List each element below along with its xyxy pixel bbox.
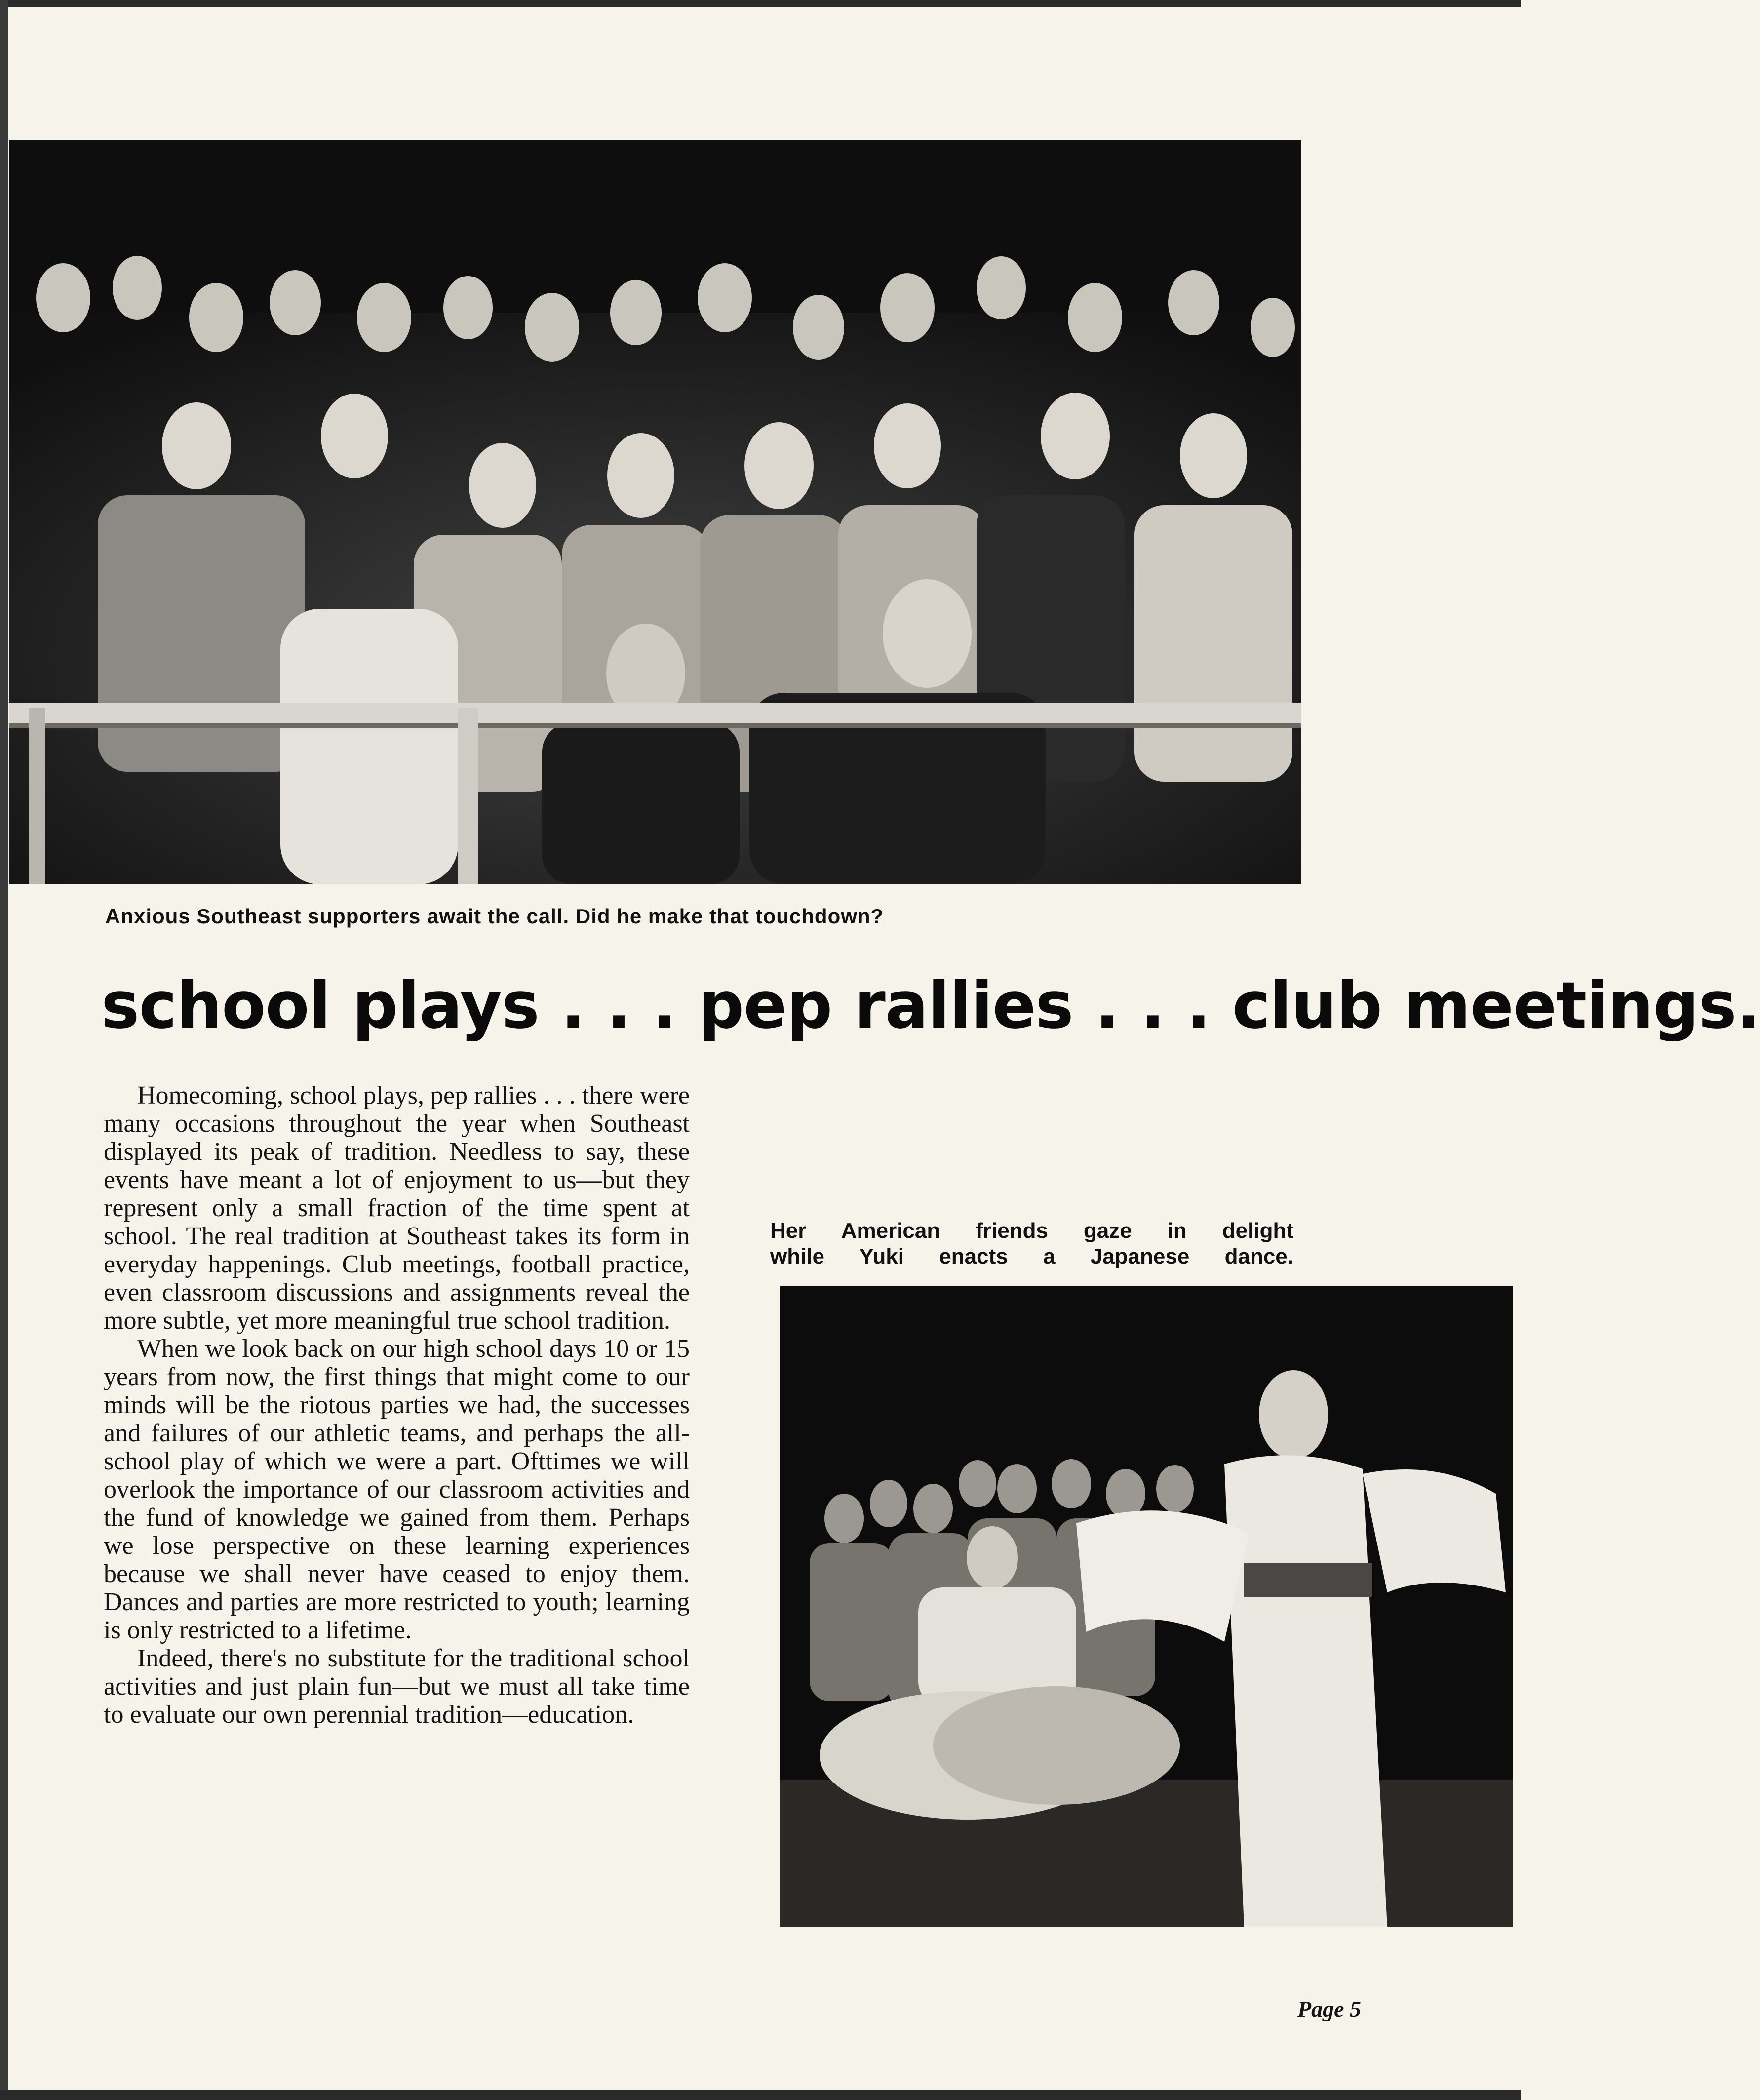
dance-photo-caption — [770, 1218, 1293, 1269]
top-border — [0, 0, 1521, 7]
dance-caption-line-2: while Yuki enacts a Japanese dance. — [770, 1244, 1293, 1268]
crowd-photo — [9, 140, 1301, 884]
article-body — [104, 1081, 690, 1729]
binding-edge — [0, 0, 8, 2100]
dance-photo — [780, 1286, 1513, 1927]
crowd-photo-caption: Anxious Southeast supporters await the call. Did he make that touchdown? — [105, 905, 884, 928]
section-headline: school plays . . . pep rallies . . . club meetings. — [101, 968, 1760, 1043]
crowd-photo-image — [9, 140, 1301, 884]
bottom-border — [0, 2090, 1521, 2100]
page-number: Page 5 — [1297, 1996, 1362, 2021]
article-paragraph-3: Indeed, there's no substitute for the traditional school activities and just plain fun—but we must all take time to evaluate our own perennial tradition—education. — [104, 1644, 690, 1729]
dance-photo-image — [780, 1286, 1513, 1927]
article-paragraph-2: When we look back on our high school days 10 or 15 years from now, the first things that might come to our minds will be the riotous parties we had, the successes and failures of our athletic teams, and perhaps the all-school play of which we were a part. Ofttimes we will overlook the importance of our classroom activities and the fund of knowledge we gained from them. Perhaps we lose perspective on these learning experiences because we shall never have ceased to enjoy them. Dances and parties are more restricted to youth; learning is only restricted to a lifetime. — [104, 1335, 690, 1644]
article-paragraph-1: Homecoming, school plays, pep rallies . . . there were many occasions throughout the year when Southeast displayed its peak of tradition. Needless to say, these events have meant a lot of enjoyment to us—but they represent only a small fraction of the time spent at school. The real tradition at Southeast takes its form in everyday happenings. Club meetings, football practice, even classroom discussions and assignments reveal the more subtle, yet more meaningful true school tradition. — [104, 1081, 690, 1335]
dance-caption-line-1: Her American friends gaze in delight — [770, 1219, 1293, 1243]
